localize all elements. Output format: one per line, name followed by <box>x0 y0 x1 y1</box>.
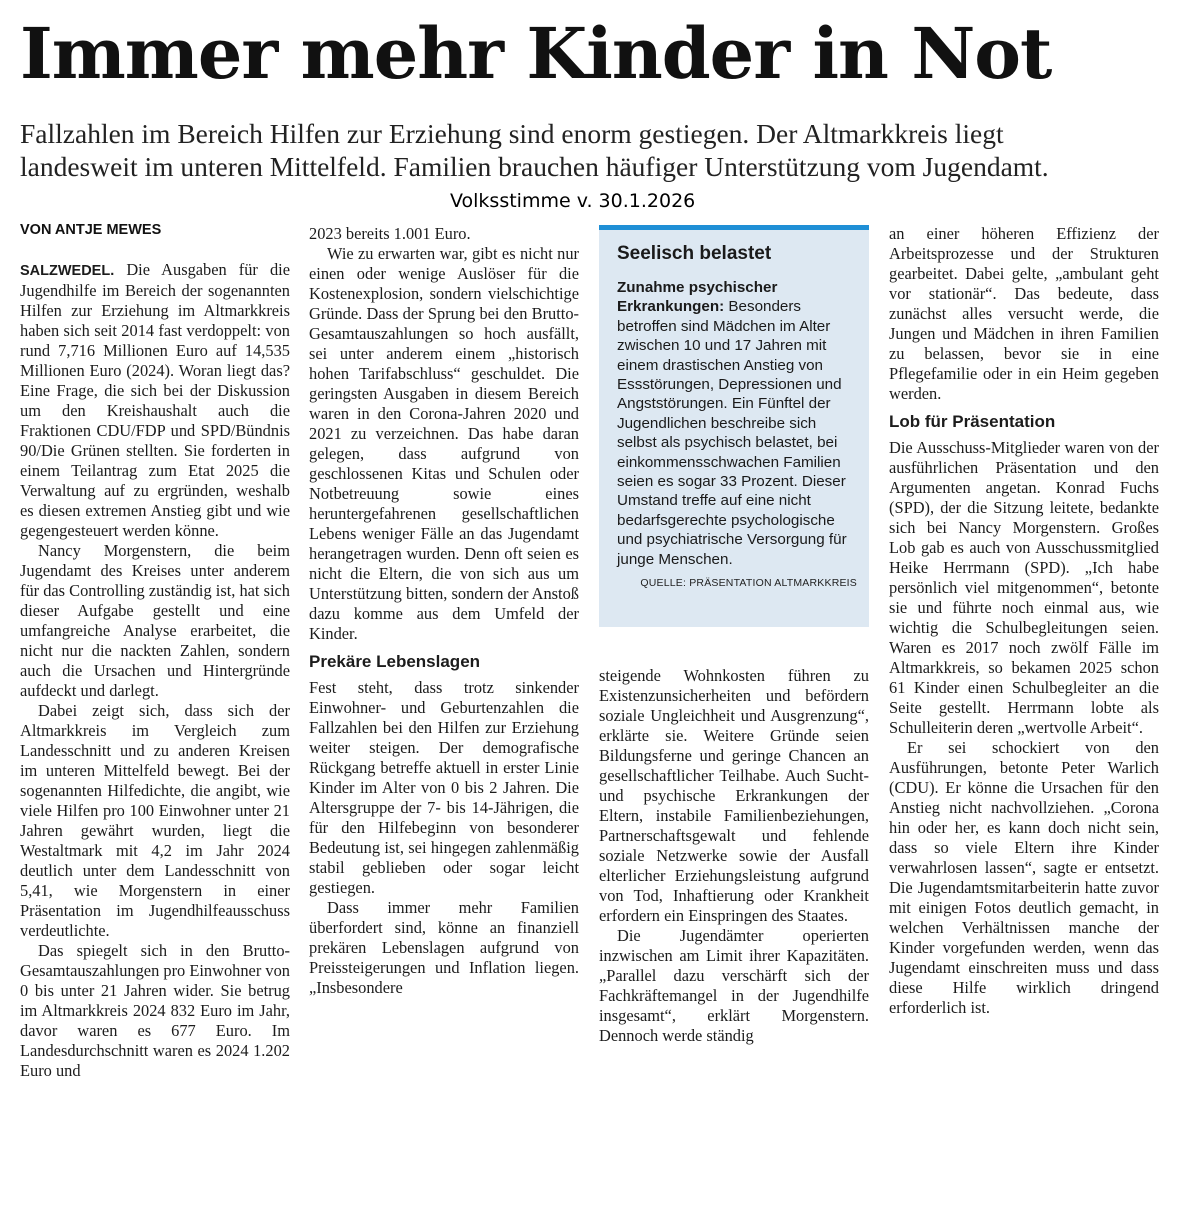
paragraph: Fest steht, dass trotz sinkender Einwohner- und Geburtenzahlen die Fallzahlen bei den Hilfen zur Erziehung weiter steigen. Der demografische Rückgang betreffe aktuell in erster Linie Kinder im Alter von 0 bis 2 Jahren. Die Altersgruppe der 7- bis 14-Jährigen, die für den Hilfebeginn von besonderer Bedeutung ist, sei hingegen zahlenmäßig stabil geblieben oder sogar leicht gestiegen. <box>309 678 579 897</box>
article-column-4 <box>889 224 1159 1018</box>
infobox-text <box>617 278 857 569</box>
infobox <box>599 225 869 627</box>
infobox-title: Seelisch belastet <box>617 243 772 264</box>
paragraph: Wie zu erwarten war, gibt es nicht nur einen oder wenige Auslöser für die Kostenexplosion, sondern vielschichtige Gründe. Dass der Sprung bei den Brutto-Gesamtauszahlungen so hoch ausfällt, sei unter anderem einem „historisch hohen Tarifabschluss“ geschuldet. Die geringsten Ausgaben in diesem Bereich waren in den Corona-Jahren 2020 und 2021 zu verzeichnen. Das habe daran gelegen, dass aufgrund von geschlossenen Kitas und Schulen oder Notbetreuung sowie eines heruntergefahrenen gesellschaftlichen Lebens weniger Fälle an das Jugendamt herangetragen wurden. Denn oft seien es nicht die Eltern, die von sich aus um Unterstützung bitten, sondern der Anstoß dazu komme aus dem Umfeld der Kinder. <box>309 244 579 643</box>
paragraph: Die Jugendämter operierten inzwischen am Limit ihrer Kapazitäten. „Parallel dazu verschärft sich der Fachkräftemangel in der Jugendhilfe insgesamt“, erklärt Morgenstern. Dennoch werde ständig <box>599 926 869 1045</box>
infobox-source: QUELLE: PRÄSENTATION ALTMARKKREIS <box>640 577 857 590</box>
paragraph: Die Ausschuss-Mitglieder waren von der ausführlichen Präsentation und den Argumenten angetan. Konrad Fuchs (SPD), der die Sitzung leitete, bedankte sich bei Nancy Morgenstern. Großes Lob gab es auch von Ausschussmitglied Heike Herrmann (SPD). „Ich habe persönlich viel mitgenommen“, betonte sie und führte noch einmal aus, wie wichtig die Schulbegleitungen seien. Waren es 2017 noch zwölf Fälle im Altmarkkreis, so bekamen 2025 schon 61 Kinder einen Schulbegleiter an die Seite gestellt. Herrmann lobte als Schulleiterin deren „wertvolle Arbeit“. <box>889 438 1159 737</box>
subheadline <box>20 117 1160 183</box>
source-note: Volksstimme v. 30.1.2026 <box>450 190 696 212</box>
paragraph: Dass immer mehr Familien überfordert sind, könne an finanziell prekären Lebenslagen aufgrund von Preissteigerungen und Inflation liegen. „Insbesondere <box>309 898 579 997</box>
paragraph: Er sei schockiert von den Ausführungen, betonte Peter Warlich (CDU). Er könne die Ursachen für den Anstieg nicht nachvollziehen. „Corona hin oder her, es kann doch nicht sein, dass so viele Eltern ihre Kinder verwahrlosen lassen“, sagte er entsetzt. Die Jugendamtsmitarbeiterin hatte zuvor mit einigen Fotos deutlich gemacht, in welchen Verhältnissen manche der Kinder vorgefunden werden, wenn das Jugendamt einschreiten muss und dass diese Hilfe wirklich dringend erforderlich ist. <box>889 738 1159 1017</box>
paragraph-text: Die Ausgaben für die Jugendhilfe im Bereich der sogenannten Hilfen zur Erziehung im Altmarkkreis haben sich seit 2014 fast verdoppelt: von rund 7,716 Millionen Euro auf 14,535 Millionen Euro (2024). Woran liegt das? Eine Frage, die sich bei der Diskussion um den Kreishaushalt auch die Fraktionen CDU/FDP und SPD/Bündnis 90/Die Grünen stellten. Sie forderten in einem Teilantrag zum Etat 2025 die Verwaltung auf zu ergründen, weshalb es diesen extremen Anstieg gibt und wie gegengesteuert werden könne. <box>20 260 290 540</box>
article-column-3 <box>599 666 869 1046</box>
article-column-2 <box>309 224 579 998</box>
article-column-1 <box>20 260 290 1081</box>
paragraph: Dabei zeigt sich, dass sich der Altmarkkreis im Vergleich zum Landesschnitt und zu anderen Kreisen im unteren Mittelfeld bewegt. Bei der sogenannten Hilfedichte, die angibt, wie viele Hilfen pro 100 Einwohner unter 21 Jahren gewährt wurden, liegt die Westaltmark mit 4,2 im Jahr 2024 deutlich unter dem Landesschnitt von 5,41, wie Morgenstern in einer Präsentation im Jugendhilfeausschuss verdeutlichte. <box>20 701 290 940</box>
paragraph <box>20 260 290 541</box>
subheadline-line-1: Fallzahlen im Bereich Hilfen zur Erziehung sind enorm gestiegen. Der Altmarkkreis liegt <box>20 118 1004 149</box>
infobox-body: Besonders betroffen sind Mädchen im Alter zwischen 10 und 17 Jahren mit einem drastischen Anstieg von Essstörungen, Depressionen und Angststörungen. Ein Fünftel der Jugendlichen beschreibe sich selbst als psychisch belastet, bei einkommensschwachen Familien seien es sogar 33 Prozent. Dieser Umstand treffe auf eine nicht bedarfsgerechte psychologische und psychiatrische Versorgung für junge Menschen. <box>617 298 847 568</box>
headline: Immer mehr Kinder in Not <box>20 12 1052 95</box>
dateline: SALZWEDEL. <box>20 263 115 279</box>
paragraph: Nancy Morgenstern, die beim Jugendamt des Kreises unter anderem für das Controlling zuständig ist, hat sich dieser Aufgabe gestellt und eine umfangreiche Analyse erarbeitet, die nicht nur die nackten Zahlen, sondern auch die Ursachen und Hintergründe aufdeckt und darlegt. <box>20 541 290 700</box>
section-heading-prekaere-lebenslagen: Prekäre Lebenslagen <box>309 652 481 671</box>
paragraph: 2023 bereits 1.001 Euro. <box>309 224 471 243</box>
byline: VON ANTJE MEWES <box>20 222 162 238</box>
paragraph: an einer höheren Effizienz der Arbeitsprozesse und der Strukturen gearbeitet. Dabei gelte, „ambulant geht vor stationär“. Das bedeute, dass zunächst alles versucht werde, die Jungen und Mädchen in ihren Familien zu belassen, bevor sie in eine Pflegefamilie oder in ein Heim gegeben werden. <box>889 224 1159 403</box>
subheadline-line-2: landesweit im unteren Mittelfeld. Familien brauchen häufiger Unterstützung vom Jugendamt. <box>20 151 1049 182</box>
infobox-lead: Zunahme psychischer Erkrankungen: <box>617 279 778 316</box>
paragraph: steigende Wohnkosten führen zu Existenzunsicherheiten und befördern soziale Ungleichheit und Ausgrenzung“, erklärte sie. Weitere Gründe seien Bildungsferne und geringe Chancen an gesellschaftlicher Teilhabe. Auch Sucht- und psychische Erkrankungen der Eltern, instabile Familienbeziehungen, Partnerschaftsgewalt und fehlende soziale Netzwerke sowie der Ausfall elterlicher Erziehungsleistung aufgrund von Tod, Inhaftierung oder Krankheit erfordern ein Einspringen des Staates. <box>599 666 869 925</box>
section-heading-lob-fuer-praesentation: Lob für Präsentation <box>889 412 1056 431</box>
paragraph: Das spiegelt sich in den Brutto-Gesamtauszahlungen pro Einwohner von 0 bis unter 21 Jahren wider. Sie betrug im Altmarkkreis 2024 832 Euro im Jahr, davor waren es 677 Euro. Im Landesdurchschnitt waren es 2024 1.202 Euro und <box>20 941 290 1080</box>
